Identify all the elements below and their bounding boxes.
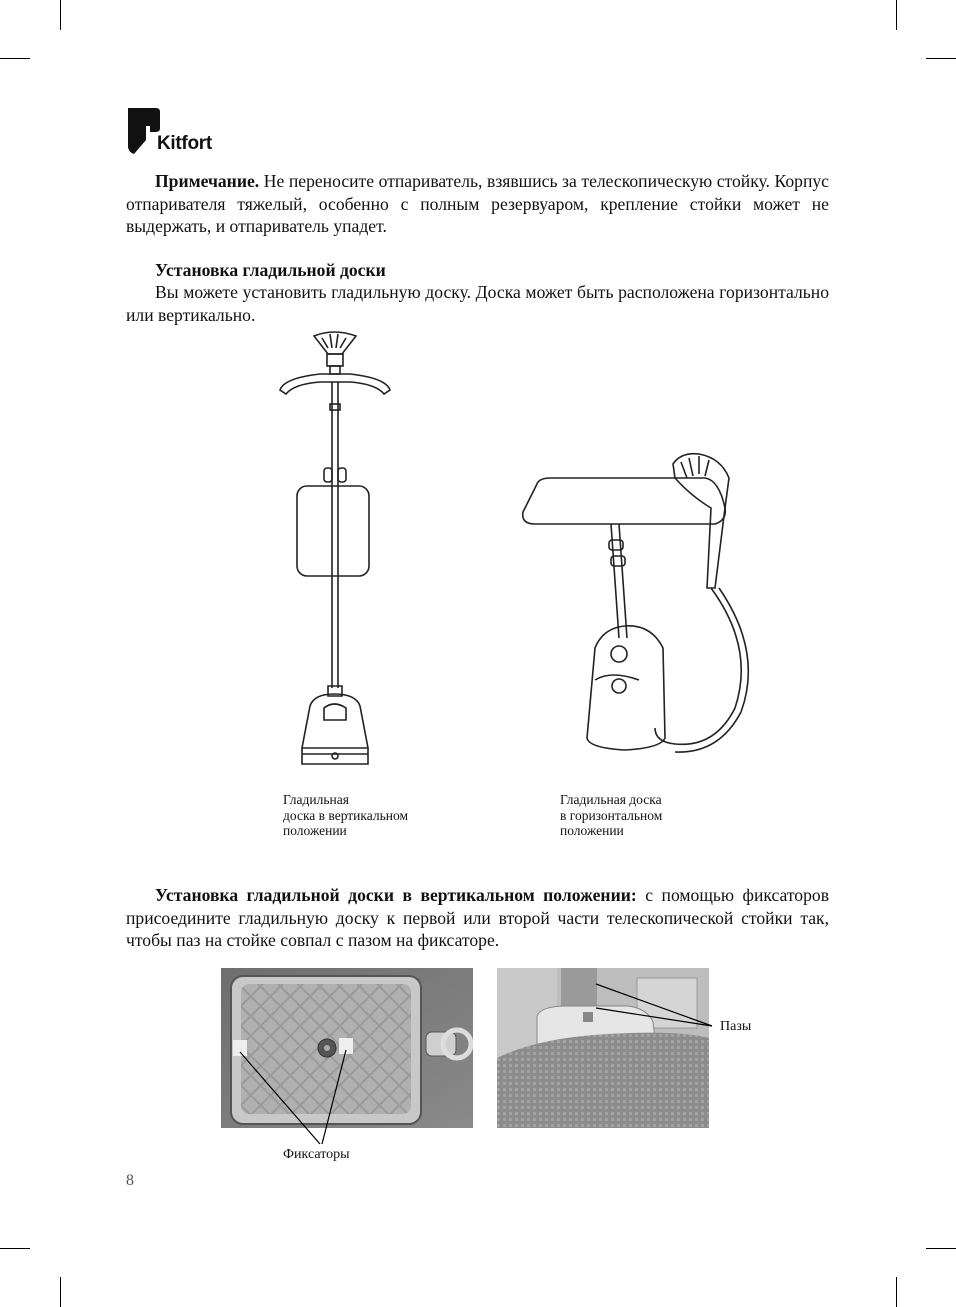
crop-mark	[0, 1248, 30, 1249]
horizontal-caption-line: Гладильная доска	[560, 792, 662, 807]
crop-mark	[60, 1277, 61, 1307]
note-label: Примечание.	[155, 171, 260, 191]
vertical-caption	[283, 792, 408, 839]
section2-paragraph	[126, 884, 829, 952]
crop-mark	[926, 58, 956, 59]
fixators-pointer-lines	[230, 1040, 360, 1150]
fixators-label: Фиксаторы	[283, 1147, 350, 1162]
section1-text: Вы можете установить гладильную доску. Доска может быть расположена горизонтально или вертикально.	[126, 282, 829, 325]
steamer-horizontal-illustration	[515, 448, 750, 763]
crop-mark	[60, 0, 61, 30]
grooves-pointer-lines	[590, 978, 720, 1038]
note-paragraph	[126, 170, 829, 238]
crop-mark	[926, 1248, 956, 1249]
section2-text: с помощью фиксаторов присоедините гладильную доску к первой или второй части телескопической стойки так, чтобы паз на стойке совпал с пазом на фиксаторе.	[126, 885, 829, 950]
vertical-caption-line: положении	[283, 823, 347, 838]
section2-heading: Установка гладильной доски в вертикальном положении:	[155, 885, 637, 905]
horizontal-caption	[560, 792, 662, 839]
grooves-label: Пазы	[720, 1019, 752, 1034]
section1-heading	[126, 259, 829, 282]
crop-mark	[896, 0, 897, 30]
vertical-caption-line: доска в вертикальном	[283, 807, 409, 823]
steamer-vertical-illustration	[270, 328, 400, 778]
crop-mark	[0, 58, 30, 59]
brand-name: Kitfort	[157, 133, 212, 154]
page-number: 8	[126, 1172, 134, 1189]
vertical-caption-line: Гладильная	[283, 792, 349, 807]
section1-heading-text: Установка гладильной доски	[155, 260, 386, 280]
crop-mark	[896, 1277, 897, 1307]
note-text: Не переносите отпариватель, взявшись за телескопическую стойку. Корпус отпаривателя тяжелый, особенно с полным резервуаром, крепление стойки может не выдержать, и отпариватель упадет.	[126, 171, 829, 236]
horizontal-caption-line: в горизонтальном	[560, 807, 663, 823]
horizontal-caption-line: положении	[560, 823, 624, 838]
